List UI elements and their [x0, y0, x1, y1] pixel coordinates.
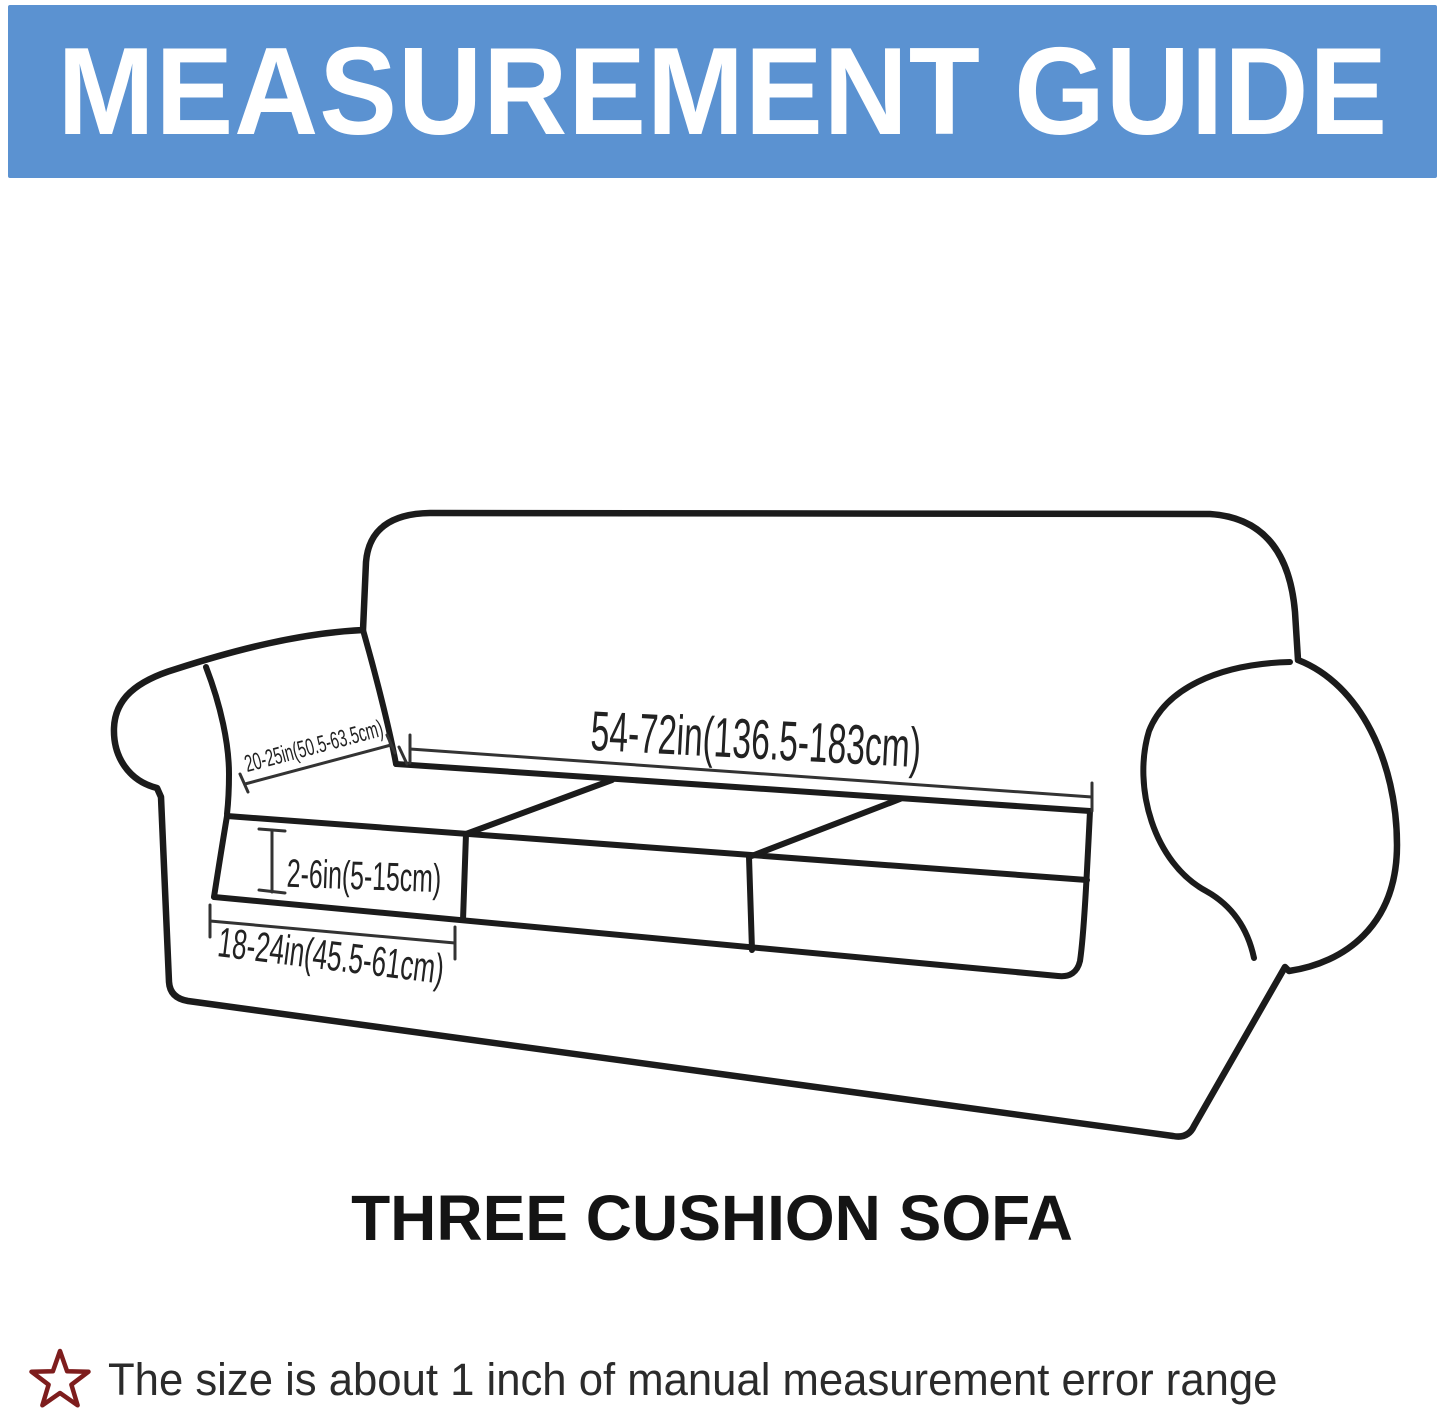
cushion-divider-2: [749, 799, 900, 950]
seat-width-label: 54-72in(136.5-183cm): [589, 698, 923, 780]
left-arm-roll-curve: [206, 667, 229, 814]
cushion-thickness-dimension-line: [259, 829, 285, 893]
sofa-outline: [114, 513, 1397, 1137]
star-icon: [20, 1345, 100, 1415]
footnote: [20, 1344, 1440, 1416]
diagram-caption: THREE CUSHION SOFA: [351, 1182, 1073, 1254]
cushion-thickness-label: 2-6in(5-15cm): [286, 851, 442, 902]
cushion-left-edge: [214, 816, 227, 897]
cushion-depth-label: 18-24in(45.5-61cm): [215, 918, 447, 993]
arm-width-label: 20-25in(50.5-63.5cm): [241, 715, 387, 778]
star-icon-shape: [32, 1351, 89, 1405]
cushion-divider-1: [463, 780, 612, 920]
page-title: MEASUREMENT GUIDE: [57, 22, 1388, 161]
footnote-text: The size is about 1 inch of manual measurement error range: [108, 1354, 1278, 1405]
right-arm-roll-curve: [1143, 662, 1290, 958]
